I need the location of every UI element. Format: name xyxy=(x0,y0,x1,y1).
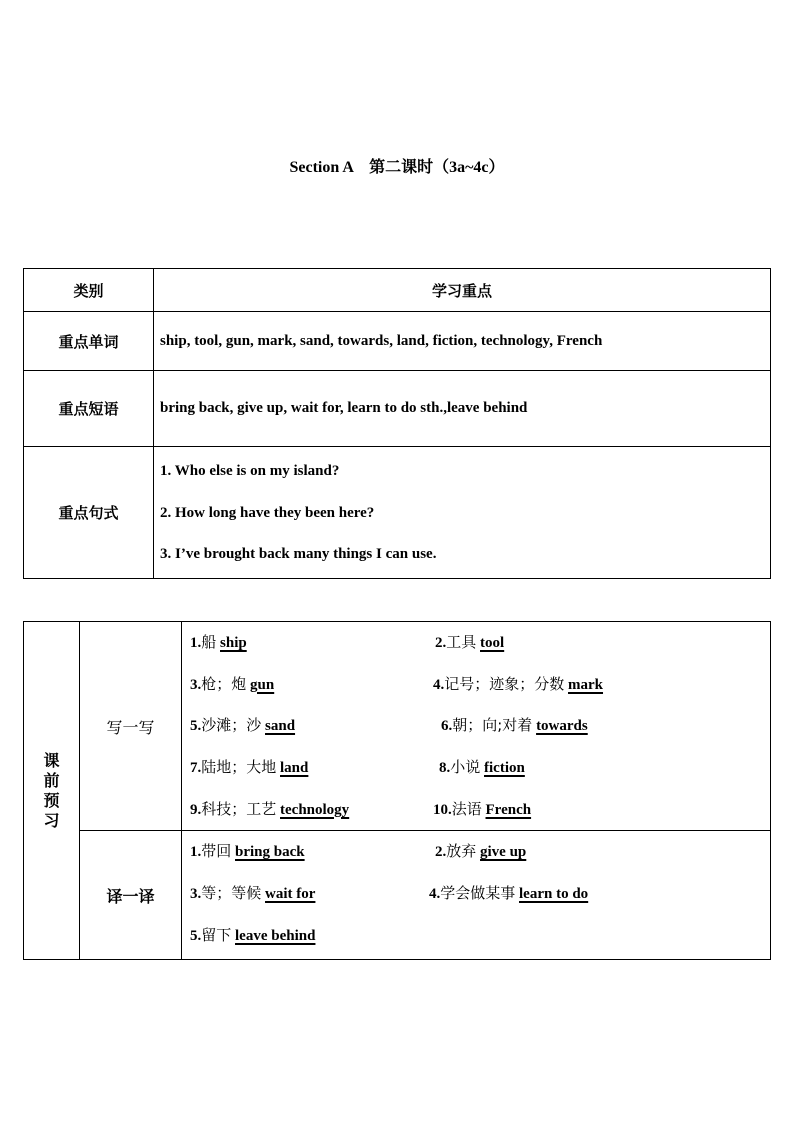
translate-line xyxy=(190,915,770,957)
vocab-content: ship, tool, gun, mark, sand, towards, land, fiction, technology, French xyxy=(154,312,771,371)
list-item: 4.学会做某事 learn to do xyxy=(429,884,589,903)
focus-header: 学习重点 xyxy=(154,269,771,312)
translate-line xyxy=(190,873,770,915)
key-points-table xyxy=(23,268,771,579)
list-item: 1.带回 bring back xyxy=(190,842,305,861)
list-item: 6.朝；向;对着 towards xyxy=(441,716,588,735)
write-row xyxy=(24,622,771,831)
side-label xyxy=(24,622,80,960)
phrases-label: 重点短语 xyxy=(24,371,154,447)
write-line xyxy=(190,622,770,664)
vocab-row xyxy=(24,312,771,371)
list-item: 4.记号；迹象；分数 mark xyxy=(433,674,604,693)
write-items xyxy=(182,622,771,831)
list-item: 1.船 ship xyxy=(190,633,247,651)
write-line xyxy=(190,664,770,706)
sentence-item: 2. How long have they been here? xyxy=(160,505,375,521)
table-header-row xyxy=(24,269,771,312)
phrases-row xyxy=(24,371,771,447)
write-line xyxy=(190,705,770,747)
translate-label: 译一译 xyxy=(80,831,182,960)
write-line xyxy=(190,747,770,789)
list-item: 7.陆地；大地 land xyxy=(190,758,309,777)
translate-line xyxy=(190,831,770,873)
translate-row xyxy=(24,831,771,960)
side-label-char: 课 xyxy=(43,750,60,770)
list-item: 8.小说 fiction xyxy=(439,758,525,777)
list-item: 2.工具 tool xyxy=(435,633,505,651)
preview-table xyxy=(23,621,771,960)
list-item: 2.放弃 give up xyxy=(435,842,527,861)
side-label-char: 预 xyxy=(43,790,60,810)
write-label: 写一写 xyxy=(80,622,182,831)
list-item: 10.法语 French xyxy=(433,799,532,818)
list-item: 3.枪；炮 gun xyxy=(190,674,275,693)
translate-items xyxy=(182,831,771,960)
page-title: Section A 第二课时（3a~4c） xyxy=(289,159,505,176)
phrases-content: bring back, give up, wait for, learn to do sth.,leave behind xyxy=(154,371,771,447)
sentences-content xyxy=(154,447,771,579)
side-label-char: 前 xyxy=(43,770,60,790)
vocab-label: 重点单词 xyxy=(24,312,154,371)
sentences-row xyxy=(24,447,771,579)
write-line xyxy=(190,789,770,831)
list-item: 5.沙滩；沙 sand xyxy=(190,716,296,735)
sentence-item: 1. Who else is on my island? xyxy=(160,463,340,479)
side-label-char: 习 xyxy=(43,810,60,830)
sentences-label: 重点句式 xyxy=(24,447,154,579)
sentence-item: 3. I’ve brought back many things I can use. xyxy=(160,546,437,562)
list-item: 9.科技；工艺 technology xyxy=(190,799,350,818)
list-item: 3.等；等候 wait for xyxy=(190,884,316,903)
list-item: 5.留下 leave behind xyxy=(190,925,316,944)
category-header: 类别 xyxy=(24,269,154,312)
